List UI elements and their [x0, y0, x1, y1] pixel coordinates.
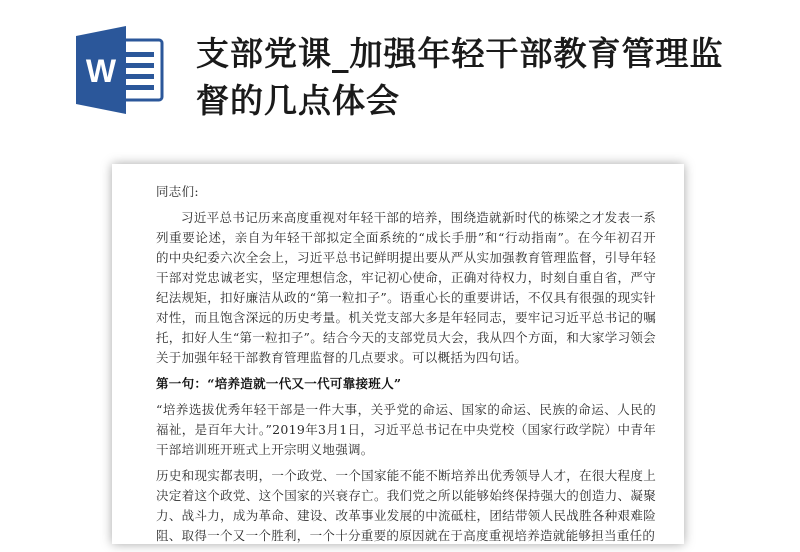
paragraph: 习近平总书记历来高度重视对年轻干部的培养，围绕造就新时代的栋梁之才发表一系列重要论述，亲自为年轻干部拟定全面系统的“成长手册”和“行动指南”。在今年初召开的中央纪委六次全会上，习近平总书记鲜明提出要从严从实加强教育管理监督，引导年轻干部对党忠诚老实，坚定理想信念，牢记初心使命，正确对待权力，时刻自重自省，严守纪法规矩，扣好廉洁从政的“第一粒扣子”。语重心长的重要讲话，不仅具有很强的现实针对性，而且饱含深远的历史考量。机关党支部大多是年轻同志，要牢记习近平总书记的嘱托，扣好人生“第一粒扣子”。结合今天的支部党员大会，我从四个方面，和大家学习领会关于加强年轻干部教育管理监督的几点要求。可以概括为四句话。: [156, 210, 656, 365]
document-body: [156, 182, 656, 552]
paragraph: 历史和现实都表明，一个政党、一个国家能不能不断培养出优秀领导人才，在很大程度上决定着这个政党、这个国家的兴衰存亡。我们党之所以能够始终保持强大的创造力、凝聚力、战斗力，成为革命、建设、改革事业发展的中流砥柱，团结带领人民战胜各种艰难险阻、取得一个又一个胜利，一个十分重要的原因就在于高度重视培养造就能够担当重任的: [156, 468, 656, 543]
header: [0, 0, 800, 150]
salutation: 同志们:: [156, 184, 199, 199]
document-title: 支部党课_加强年轻干部教育管理监督的几点体会: [196, 34, 724, 120]
word-icon: [72, 24, 168, 116]
word-icon-letter: W: [85, 53, 117, 89]
paragraph: “培养选拔优秀年轻干部是一件大事，关乎党的命运、国家的命运、民族的命运、人民的福祉，是百年大计。”2019年3月1日，习近平总书记在中央党校（国家行政学院）中青年干部培训班开班式上开宗明义地强调。: [156, 402, 656, 457]
document-page: [112, 164, 684, 543]
section-heading: 第一句：“培养造就一代又一代可靠接班人”: [156, 376, 402, 391]
